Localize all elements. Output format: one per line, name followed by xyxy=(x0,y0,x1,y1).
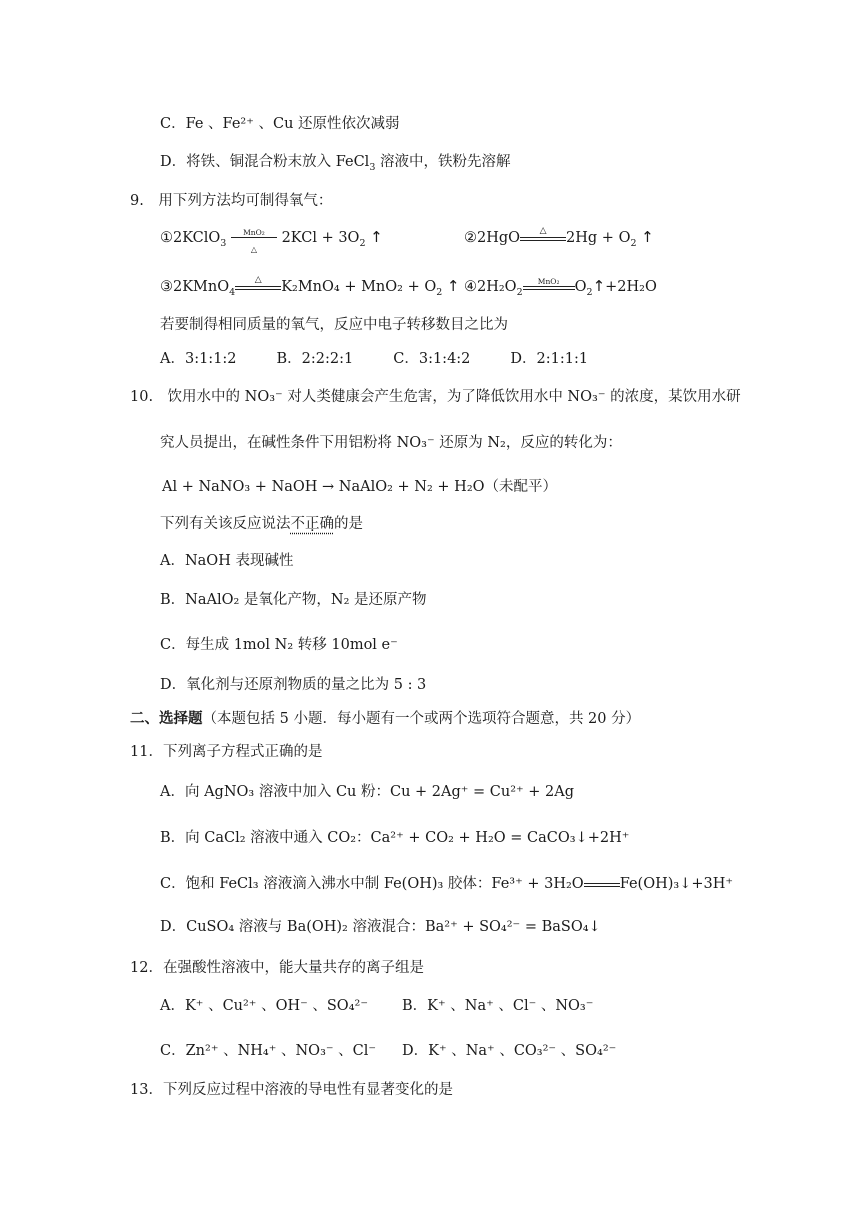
q10-line-1: 10. 饮用水中的 NO₃⁻ 对人类健康会产生危害，为了降低饮用水中 NO₃⁻ 的浓度，某饮用水研 xyxy=(130,389,741,405)
q10-question-a: 下列有关该反应说法 xyxy=(160,516,291,532)
q12-option-d: D．K⁺ 、Na⁺ 、CO₃²⁻ 、SO₄²⁻ xyxy=(402,1043,617,1059)
q8-option-c: C．Fe 、Fe²⁺ 、Cu 还原性依次减弱 xyxy=(160,116,400,132)
q9-reaction-3: ③2KMnO$_4$ △ $K_2MnO_4 + MnO_2 + O_2$ ↑ xyxy=(160,276,459,298)
q10-question xyxy=(160,514,363,534)
q8-option-d xyxy=(160,152,510,172)
q11-stem: 11．下列离子方程式正确的是 xyxy=(130,744,323,760)
q9-r4-condition xyxy=(523,276,575,298)
q9-r1-sub: 3 xyxy=(220,237,227,249)
q9-option-c: C．3:1:4:2 xyxy=(393,351,471,367)
q8-option-d-text-b: 溶液中，铁粉先溶解 xyxy=(375,154,511,170)
q9-stem: 9. 用下列方法均可制得氧气： xyxy=(130,193,333,209)
gas-up-arrow-icon: ↑ xyxy=(370,228,383,246)
q10-option-b: B．NaAlO₂ 是氧化产物，N₂ 是还原产物 xyxy=(160,592,427,608)
q9-r3-heat-icon: △ xyxy=(254,275,262,285)
q10-option-d: D．氧化剂与还原剂物质的量之比为 5 : 3 xyxy=(160,677,427,693)
q10-line-2: 究人员提出，在碱性条件下用铝粉将 NO₃⁻ 还原为 N₂，反应的转化为： xyxy=(160,435,622,451)
q11-option-c xyxy=(160,873,733,895)
q9-r2-reactant: ②2HgO xyxy=(464,230,521,246)
q9-r2-heat-icon: △ xyxy=(539,226,547,236)
q12-option-b: B．K⁺ 、Na⁺ 、Cl⁻ 、NO₃⁻ xyxy=(402,998,594,1014)
q13-stem: 13．下列反应过程中溶液的导电性有显著变化的是 xyxy=(130,1082,453,1098)
q8-option-d-text-a: D．将铁、铜混合粉末放入 FeCl xyxy=(160,154,370,170)
q9-r4-catalyst: MnO₂ xyxy=(537,277,560,286)
q12-stem: 12．在强酸性溶液中，能大量共存的离子组是 xyxy=(130,960,424,976)
q11-option-c-text-b: Fe(OH)₃↓+3H⁺ xyxy=(619,876,734,892)
q10-option-a: A．NaOH 表现碱性 xyxy=(160,553,294,569)
q9-option-a: A．3:1:1:2 xyxy=(160,351,237,367)
q9-r1-condition xyxy=(231,227,277,254)
q11-option-b: B．向 CaCl₂ 溶液中通入 CO₂：Ca²⁺ + CO₂ + H₂O = CaCO₃↓+2H⁺ xyxy=(160,830,630,846)
section-2-note: （本题包括 5 小题．每小题有一个或两个选项符合题意，共 20 分） xyxy=(202,711,641,727)
gas-up-arrow-icon: ↑ xyxy=(592,277,606,295)
q9-r1-catalyst: MnO₂ xyxy=(243,228,265,237)
q10-question-emphasis: 不正确 xyxy=(290,516,334,532)
q11-option-c-text-a: C．饱和 FeCl₃ 溶液滴入沸水中制 Fe(OH)₃ 胶体：Fe³⁺ + 3H₂O xyxy=(160,876,584,892)
q10-question-c: 的是 xyxy=(334,516,363,532)
q9-r4-reactant: ④2H₂O xyxy=(464,279,517,295)
section-2-header xyxy=(130,709,640,729)
q9-r1-reactant: ①2KClO xyxy=(160,230,221,246)
q9-r4-tail: +2H₂O xyxy=(605,279,657,295)
q9-r2-condition xyxy=(520,227,566,249)
q10-equation: Al + NaNO₃ + NaOH → NaAlO₂ + N₂ + H₂O（未配平） xyxy=(162,479,558,495)
q9-reaction-1: ①2KClO$_3$ MnO₂ △ $2KCl + 3O_2$ ↑ xyxy=(160,227,383,249)
section-2-title: 二、选择题 xyxy=(130,710,203,727)
q12-option-c: C．Zn²⁺ 、NH₄⁺ 、NO₃⁻ 、Cl⁻ xyxy=(160,1043,377,1059)
q8-option-d-sub: 3 xyxy=(369,161,376,173)
q9-options xyxy=(160,349,628,369)
q10-option-c: C．每生成 1mol N₂ 转移 10mol e⁻ xyxy=(160,637,398,653)
q11-option-d: D．CuSO₄ 溶液与 Ba(OH)₂ 溶液混合：Ba²⁺ + SO₄²⁻ = BaSO₄↓ xyxy=(160,919,601,935)
gas-up-arrow-icon: ↑ xyxy=(641,228,654,246)
q9-r3-condition xyxy=(235,276,281,298)
q9-reaction-2: ②2HgO △ $2Hg + O_2$ ↑ xyxy=(464,227,654,249)
q9-option-d: D．2:1:1:1 xyxy=(510,351,589,367)
q11-option-c-equal-bar xyxy=(584,873,620,895)
q9-question: 若要制得相同质量的氧气，反应中电子转移数目之比为 xyxy=(160,317,508,333)
gas-up-arrow-icon: ↑ xyxy=(446,277,460,295)
q9-r2-products: 2Hg + O xyxy=(566,230,631,246)
q9-reaction-4: $④2H_2O_2$ MnO₂ $O_2↑+2H_2O$ xyxy=(464,276,657,298)
q9-option-b: B．2:2:2:1 xyxy=(276,351,354,367)
q12-option-a: A．K⁺ 、Cu²⁺ 、OH⁻ 、SO₄²⁻ xyxy=(160,998,368,1014)
q9-r1-products: 2KCl + 3O xyxy=(281,230,360,246)
q11-option-a: A．向 AgNO₃ 溶液中加入 Cu 粉：Cu + 2Ag⁺ = Cu²⁺ + 2Ag xyxy=(160,784,575,800)
q9-r4-products: O xyxy=(574,279,587,295)
q9-r3-reactant: ③2KMnO xyxy=(160,279,230,295)
q9-r1-heat-icon: △ xyxy=(250,245,258,254)
q9-r3-products: K₂MnO₄ + MnO₂ + O xyxy=(281,279,437,295)
